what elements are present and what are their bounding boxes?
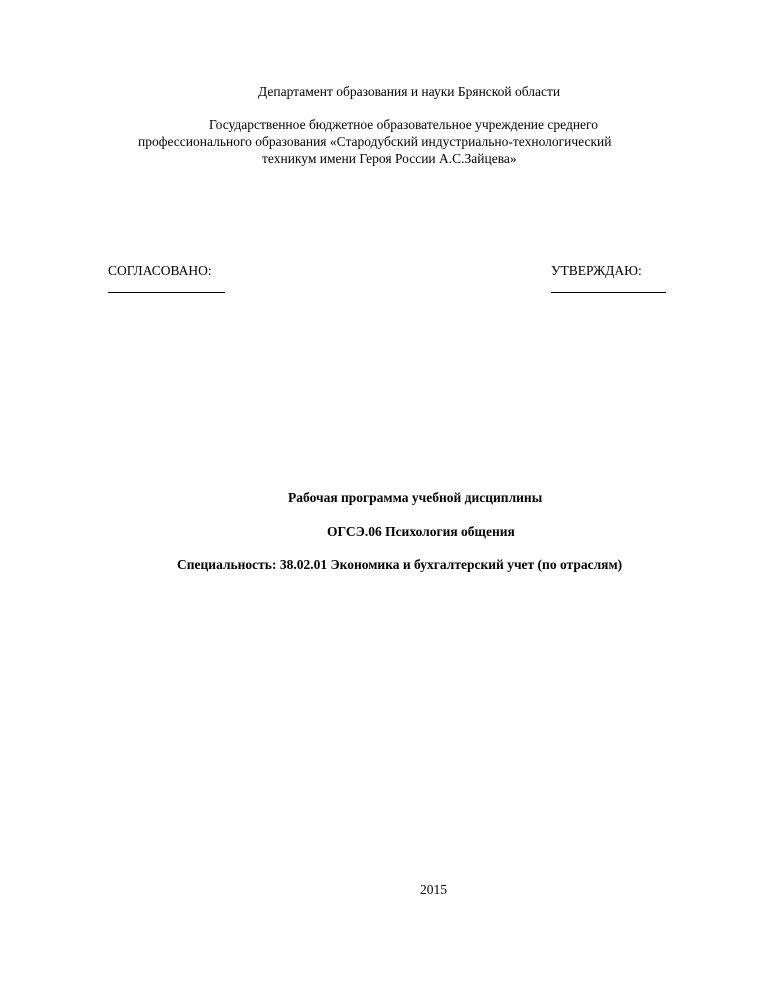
approved-label: УТВЕРЖДАЮ: bbox=[551, 263, 642, 278]
discipline-name: ОГСЭ.06 Психология общения bbox=[327, 524, 515, 539]
document-year: 2015 bbox=[420, 882, 447, 897]
agreed-label: СОГЛАСОВАНО: bbox=[108, 263, 212, 278]
department-name: Департамент образования и науки Брянской области bbox=[258, 84, 561, 99]
agreed-signature-line bbox=[108, 292, 225, 293]
institution-line-3: техникум имени Героя России А.С.Зайцева» bbox=[262, 151, 517, 166]
institution-line-1: Государственное бюджетное образовательное учреждение среднего bbox=[209, 117, 598, 132]
specialty-line: Специальность: 38.02.01 Экономика и бухгалтерский учет (по отраслям) bbox=[177, 557, 623, 572]
program-title: Рабочая программа учебной дисциплины bbox=[288, 490, 543, 505]
institution-line-2: профессионального образования «Стародубский индустриально-технологический bbox=[138, 134, 612, 149]
approved-signature-line bbox=[551, 292, 666, 293]
